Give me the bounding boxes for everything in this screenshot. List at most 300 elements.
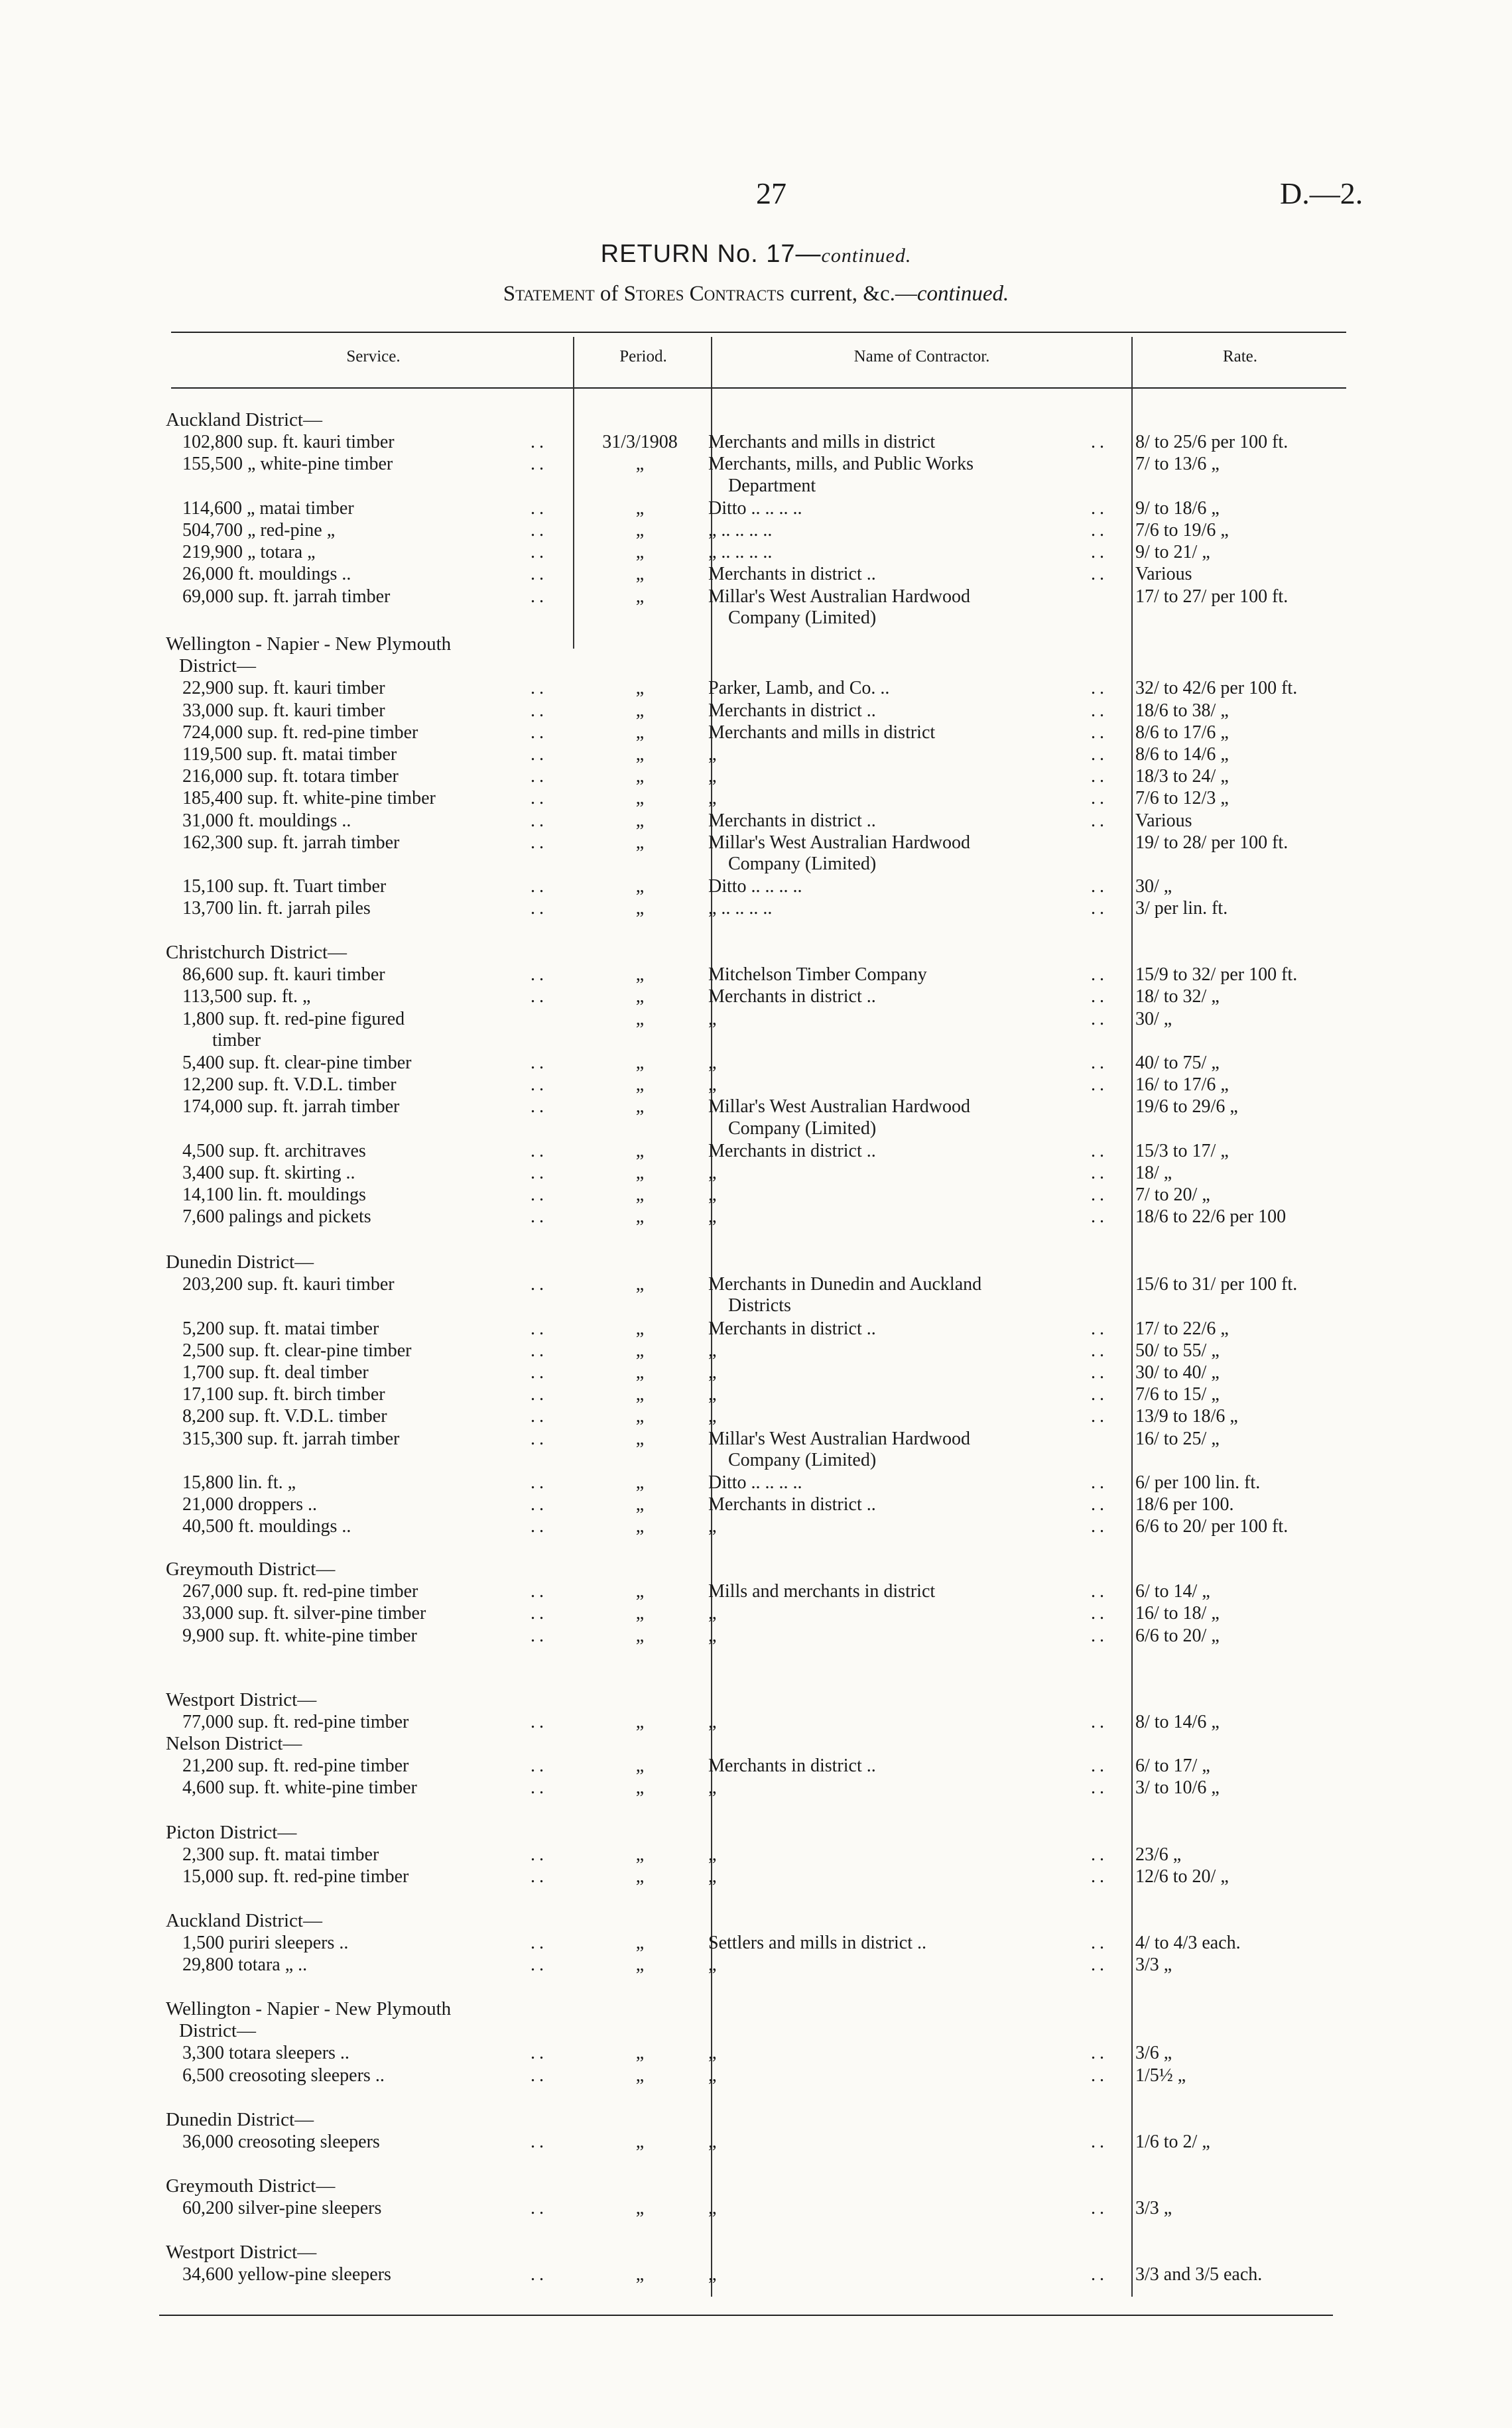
service-cell: 724,000 sup. ft. red-pine timber (182, 722, 418, 743)
table-row (0, 677, 1512, 699)
contractor-leader-dots: .. (1091, 542, 1108, 563)
table-row (0, 431, 1512, 453)
contractor-cell: Merchants in district .. (708, 1318, 876, 1339)
page-number: 27 (756, 176, 787, 210)
service-cell: 114,600 „ matai timber (182, 497, 354, 519)
contractor-cell: Settlers and mills in district .. (708, 1933, 926, 1954)
contractor-cell: „ (708, 1777, 717, 1799)
service-leader-dots: .. (531, 520, 548, 541)
period-cell: „ (635, 1954, 645, 1976)
period-cell: „ (635, 1163, 645, 1183)
period-cell: „ (635, 1777, 645, 1799)
contractor-cell: „ (708, 1008, 717, 1029)
rate-cell: 6/6 to 20/ per 100 ft. (1135, 1516, 1289, 1537)
period-cell: „ (635, 1933, 645, 1954)
service-leader-dots: .. (531, 1428, 548, 1449)
contractor-cell-continuation: Company (Limited) (728, 854, 877, 874)
contractor-cell: „ (708, 1074, 717, 1096)
rate-cell: 12/6 to 20/ „ (1135, 1866, 1229, 1887)
contractor-leader-dots: .. (1091, 1516, 1108, 1537)
rate-cell: 40/ to 75/ „ (1135, 1053, 1220, 1073)
table-row (0, 1206, 1512, 1228)
contractor-leader-dots: .. (1091, 986, 1108, 1007)
service-leader-dots: .. (531, 1184, 548, 1206)
period-cell: „ (635, 1866, 645, 1887)
return-title (0, 240, 1512, 269)
contractor-cell: Parker, Lamb, and Co. .. (708, 678, 890, 699)
column-divider-3 (1131, 337, 1133, 2297)
service-leader-dots: .. (531, 454, 548, 475)
service-cell: 4,600 sup. ft. white-pine timber (182, 1777, 417, 1799)
contractor-leader-dots: .. (1091, 1866, 1108, 1887)
rate-cell: 6/ to 14/ „ (1135, 1581, 1210, 1602)
service-leader-dots: .. (531, 2132, 548, 2153)
service-cell: 1,700 sup. ft. deal timber (182, 1362, 369, 1383)
period-cell: „ (635, 1581, 645, 1602)
section-title: Dunedin District— (166, 2109, 314, 2130)
contractor-cell-continuation: Districts (728, 1295, 791, 1316)
period-cell: „ (635, 1384, 645, 1405)
service-leader-dots: .. (531, 832, 548, 853)
contractor-cell: „ (708, 1516, 717, 1537)
service-leader-dots: .. (531, 876, 548, 897)
service-cell: 504,700 „ red-pine „ (182, 520, 336, 541)
contractor-leader-dots: .. (1091, 1384, 1108, 1405)
service-cell: 4,500 sup. ft. architraves (182, 1140, 366, 1161)
period-cell: „ (635, 1362, 645, 1383)
service-leader-dots: .. (531, 986, 548, 1007)
period-cell: „ (635, 788, 645, 809)
rate-cell: 9/ to 21/ „ (1135, 542, 1210, 563)
contractor-leader-dots: .. (1091, 564, 1108, 585)
service-leader-dots: .. (531, 1074, 548, 1096)
service-leader-dots: .. (531, 542, 548, 563)
section-title: Nelson District— (166, 1733, 302, 1754)
service-cell: 185,400 sup. ft. white-pine timber (182, 788, 436, 809)
statement-subtitle (0, 282, 1512, 306)
rate-cell: 1/6 to 2/ „ (1135, 2132, 1210, 2153)
contractor-cell: Merchants in district .. (708, 700, 876, 721)
contractor-leader-dots: .. (1091, 520, 1108, 541)
rate-cell: 32/ to 42/6 per 100 ft. (1135, 678, 1298, 699)
service-cell: 219,900 „ totara „ (182, 542, 316, 563)
header-top-rule (171, 332, 1346, 333)
table-row (0, 1494, 1512, 1515)
section-title: Auckland District— (166, 1910, 322, 1931)
service-leader-dots: .. (531, 1516, 548, 1537)
table-row (0, 1428, 1512, 1450)
period-cell: „ (635, 1756, 645, 1777)
period-cell: „ (635, 700, 645, 721)
period-cell: „ (635, 678, 645, 699)
rate-cell: 15/6 to 31/ per 100 ft. (1135, 1274, 1298, 1295)
contractor-cell: Millar's West Australian Hardwood (708, 1096, 970, 1118)
contractor-leader-dots: .. (1091, 700, 1108, 721)
table-row (0, 897, 1512, 919)
service-leader-dots: .. (531, 1844, 548, 1866)
contractor-leader-dots: .. (1091, 497, 1108, 519)
table-row (0, 986, 1512, 1007)
service-cell: 102,800 sup. ft. kauri timber (182, 432, 395, 453)
table-row (0, 1602, 1512, 1624)
rate-cell: 18/3 to 24/ „ (1135, 766, 1229, 787)
contractor-cell: Merchants in Dunedin and Auckland (708, 1274, 982, 1295)
rate-cell: 18/6 to 22/6 per 100 (1135, 1206, 1287, 1228)
service-cell: 119,500 sup. ft. matai timber (182, 744, 397, 765)
rate-cell: 18/6 per 100. (1135, 1494, 1234, 1515)
contractor-cell: „ (708, 1603, 717, 1624)
contractor-cell: „ (708, 744, 717, 765)
table-row (0, 722, 1512, 743)
table-row (0, 832, 1512, 854)
period-cell: „ (635, 832, 645, 853)
service-cell: 31,000 ft. mouldings .. (182, 810, 351, 831)
table-row (0, 964, 1512, 986)
table-row (0, 1184, 1512, 1206)
period-cell: „ (635, 454, 645, 475)
service-leader-dots: .. (531, 1472, 548, 1493)
rate-cell: 3/ per lin. ft. (1135, 898, 1228, 919)
rate-cell: 15/9 to 32/ per 100 ft. (1135, 964, 1298, 986)
contractor-leader-dots: .. (1091, 766, 1108, 787)
table-row (0, 875, 1512, 897)
contractor-cell: Mills and merchants in district (708, 1581, 936, 1602)
rate-cell: 19/6 to 29/6 „ (1135, 1096, 1238, 1118)
contractor-leader-dots: .. (1091, 898, 1108, 919)
contractor-cell: „ .. .. .. .. (708, 520, 773, 541)
service-cell-continuation: timber (212, 1029, 261, 1051)
column-header-contractor: Name of Contractor. (853, 348, 990, 365)
service-leader-dots: .. (531, 1206, 548, 1228)
contractor-cell-continuation: Department (728, 475, 816, 496)
period-cell: „ (635, 1074, 645, 1096)
rate-cell: 3/6 „ (1135, 2043, 1172, 2064)
rate-cell: 30/ „ (1135, 1008, 1172, 1029)
rate-cell: 19/ to 28/ per 100 ft. (1135, 832, 1289, 853)
contractor-cell: „ .. .. .. .. (708, 898, 773, 919)
contractor-leader-dots: .. (1091, 1406, 1108, 1427)
section-title-continuation: District— (179, 655, 256, 677)
table-row (0, 2042, 1512, 2064)
contractor-cell: „ (708, 1184, 717, 1206)
service-leader-dots: .. (531, 1866, 548, 1887)
contractor-leader-dots: .. (1091, 2065, 1108, 2086)
service-cell: 86,600 sup. ft. kauri timber (182, 964, 385, 986)
table-row (0, 1954, 1512, 1976)
subtitle-continued: continued. (916, 282, 1009, 306)
rate-cell: 4/ to 4/3 each. (1135, 1933, 1241, 1954)
rate-cell: 17/ to 27/ per 100 ft. (1135, 586, 1289, 607)
service-cell: 15,100 sup. ft. Tuart timber (182, 876, 387, 897)
rate-cell: Various (1135, 564, 1192, 585)
rate-cell: Various (1135, 810, 1192, 831)
service-cell: 17,100 sup. ft. birch timber (182, 1384, 385, 1405)
service-leader-dots: .. (531, 564, 548, 585)
contractor-cell: Merchants in district .. (708, 986, 876, 1007)
service-cell: 6,500 creosoting sleepers .. (182, 2065, 385, 2086)
service-cell: 1,500 puriri sleepers .. (182, 1933, 349, 1954)
column-divider-2 (711, 337, 712, 2297)
table-bottom-rule (159, 2315, 1333, 2316)
period-cell: „ (635, 1516, 645, 1537)
service-cell: 162,300 sup. ft. jarrah timber (182, 832, 400, 853)
service-leader-dots: .. (531, 1163, 548, 1183)
contractor-cell: Ditto .. .. .. .. (708, 876, 802, 897)
service-cell: 33,000 sup. ft. silver-pine timber (182, 1603, 426, 1624)
contractor-leader-dots: .. (1091, 678, 1108, 699)
rate-cell: 17/ to 22/6 „ (1135, 1318, 1229, 1339)
contractor-cell: „ (708, 2264, 717, 2285)
service-cell: 1,800 sup. ft. red-pine figured (182, 1008, 405, 1029)
contractor-leader-dots: .. (1091, 1163, 1108, 1183)
table-row (0, 1318, 1512, 1340)
service-leader-dots: .. (531, 1384, 548, 1405)
table-row (0, 1008, 1512, 1030)
contractor-leader-dots: .. (1091, 788, 1108, 809)
contractor-cell: Merchants and mills in district (708, 432, 936, 453)
table-row (0, 2065, 1512, 2086)
period-cell: „ (635, 542, 645, 563)
contractor-leader-dots: .. (1091, 2043, 1108, 2064)
table-row (0, 743, 1512, 765)
rate-cell: 15/3 to 17/ „ (1135, 1140, 1229, 1161)
section-title: Dunedin District— (166, 1251, 314, 1273)
service-leader-dots: .. (531, 2065, 548, 2086)
rate-cell: 16/ to 18/ „ (1135, 1603, 1220, 1624)
table-row (0, 563, 1512, 585)
service-leader-dots: .. (531, 1756, 548, 1777)
contractor-leader-dots: .. (1091, 2132, 1108, 2153)
service-cell: 12,200 sup. ft. V.D.L. timber (182, 1074, 397, 1096)
section-title: Westport District— (166, 2242, 317, 2263)
service-leader-dots: .. (531, 700, 548, 721)
rate-cell: 23/6 „ (1135, 1844, 1182, 1866)
contractor-leader-dots: .. (1091, 1933, 1108, 1954)
period-cell: „ (635, 810, 645, 831)
section-title: Picton District— (166, 1822, 297, 1843)
rate-cell: 8/ to 25/6 per 100 ft. (1135, 432, 1289, 453)
period-cell: „ (635, 520, 645, 541)
table-row (0, 497, 1512, 519)
service-leader-dots: .. (531, 497, 548, 519)
contractor-leader-dots: .. (1091, 876, 1108, 897)
rate-cell: 3/3 „ (1135, 1954, 1172, 1976)
table-row (0, 1362, 1512, 1383)
rate-cell: 18/6 to 38/ „ (1135, 700, 1229, 721)
contractor-cell: „ (708, 2198, 717, 2219)
period-cell: „ (635, 1318, 645, 1339)
period-cell: „ (635, 1096, 645, 1118)
contractor-cell: „ (708, 1053, 717, 1073)
service-cell: 34,600 yellow-pine sleepers (182, 2264, 391, 2285)
contractor-cell: „ (708, 2043, 717, 2064)
contractor-cell: „ (708, 1340, 717, 1361)
table-row (0, 1162, 1512, 1184)
rate-cell: 6/ to 17/ „ (1135, 1756, 1210, 1777)
contractor-cell: Merchants in district .. (708, 1140, 876, 1161)
period-cell: „ (635, 2132, 645, 2153)
table-row (0, 1866, 1512, 1887)
service-cell: 2,500 sup. ft. clear-pine timber (182, 1340, 412, 1361)
table-row (0, 2131, 1512, 2153)
period-cell: „ (635, 1340, 645, 1361)
period-cell: „ (635, 876, 645, 897)
service-leader-dots: .. (531, 722, 548, 743)
section-title: Wellington - Napier - New Plymouth (166, 1998, 452, 2019)
rate-cell: 3/ to 10/6 „ (1135, 1777, 1220, 1799)
contractor-cell: „ (708, 1206, 717, 1228)
contractor-cell: Mitchelson Timber Company (708, 964, 927, 986)
rate-cell: 7/6 to 15/ „ (1135, 1384, 1220, 1405)
contractor-cell: Millar's West Australian Hardwood (708, 832, 970, 853)
table-row (0, 1472, 1512, 1494)
column-header-period: Period. (619, 348, 667, 365)
contractor-cell: „ (708, 788, 717, 809)
service-leader-dots: .. (531, 1777, 548, 1799)
contractor-leader-dots: .. (1091, 1008, 1108, 1029)
service-cell: 15,800 lin. ft. „ (182, 1472, 296, 1493)
rate-cell: 1/5½ „ (1135, 2065, 1186, 2086)
table-row (0, 1777, 1512, 1799)
period-cell: „ (635, 898, 645, 919)
period-cell: „ (635, 2264, 645, 2285)
table-row (0, 1140, 1512, 1162)
rate-cell: 30/ to 40/ „ (1135, 1362, 1220, 1383)
service-cell: 174,000 sup. ft. jarrah timber (182, 1096, 400, 1118)
period-cell: „ (635, 2198, 645, 2219)
period-cell: „ (635, 1625, 645, 1646)
service-leader-dots: .. (531, 2264, 548, 2285)
table-row (0, 2264, 1512, 2285)
service-leader-dots: .. (531, 788, 548, 809)
table-row (0, 1755, 1512, 1777)
rate-cell: 3/3 and 3/5 each. (1135, 2264, 1263, 2285)
contractor-cell: Merchants in district .. (708, 1494, 876, 1515)
table-row (0, 453, 1512, 475)
service-cell: 5,200 sup. ft. matai timber (182, 1318, 379, 1339)
table-row (0, 1515, 1512, 1537)
service-cell: 13,700 lin. ft. jarrah piles (182, 898, 371, 919)
period-cell: „ (635, 1712, 645, 1733)
contractor-leader-dots: .. (1091, 722, 1108, 743)
rate-cell: 16/ to 17/6 „ (1135, 1074, 1229, 1096)
table-row (0, 1625, 1512, 1647)
period-cell: „ (635, 1140, 645, 1161)
contractor-cell: Millar's West Australian Hardwood (708, 1428, 970, 1449)
section-title: Christchurch District— (166, 942, 347, 963)
period-cell: „ (635, 497, 645, 519)
service-leader-dots: .. (531, 2198, 548, 2219)
contractor-cell: „ (708, 1384, 717, 1405)
section-title: Greymouth District— (166, 1559, 336, 1580)
period-cell: „ (635, 1494, 645, 1515)
subtitle-middle: Stores Contracts (623, 282, 785, 306)
service-cell: 29,800 totara „ .. (182, 1954, 308, 1976)
period-cell: „ (635, 586, 645, 607)
section-title: Wellington - Napier - New Plymouth (166, 633, 452, 655)
table-row (0, 586, 1512, 607)
rate-cell: 7/ to 13/6 „ (1135, 454, 1220, 475)
column-header-rate: Rate. (1222, 348, 1258, 365)
table-row (0, 1052, 1512, 1074)
table-row (0, 1844, 1512, 1866)
service-cell: 77,000 sup. ft. red-pine timber (182, 1712, 409, 1733)
contractor-cell: Merchants, mills, and Public Works (708, 454, 974, 475)
service-cell: 113,500 sup. ft. „ (182, 986, 311, 1007)
contractor-leader-dots: .. (1091, 2198, 1108, 2219)
service-leader-dots: .. (531, 1274, 548, 1295)
service-cell: 203,200 sup. ft. kauri timber (182, 1274, 395, 1295)
table-row (0, 519, 1512, 541)
service-leader-dots: .. (531, 964, 548, 986)
period-cell: „ (635, 1206, 645, 1228)
service-cell: 33,000 sup. ft. kauri timber (182, 700, 385, 721)
service-cell: 21,000 droppers .. (182, 1494, 317, 1515)
rate-cell: 8/6 to 17/6 „ (1135, 722, 1229, 743)
contractor-leader-dots: .. (1091, 1954, 1108, 1976)
rate-cell: 13/9 to 18/6 „ (1135, 1406, 1238, 1427)
period-cell: „ (635, 1053, 645, 1073)
table-row (0, 1074, 1512, 1096)
contractor-leader-dots: .. (1091, 1494, 1108, 1515)
table-row (0, 1096, 1512, 1118)
contractor-cell: „ (708, 1712, 717, 1733)
return-title-continued: continued. (821, 245, 912, 267)
service-leader-dots: .. (531, 1053, 548, 1073)
contractor-cell-continuation: Company (Limited) (728, 607, 877, 628)
table-row (0, 765, 1512, 787)
subtitle-of: of (599, 282, 619, 306)
service-cell: 21,200 sup. ft. red-pine timber (182, 1756, 409, 1777)
service-cell: 3,300 totara sleepers .. (182, 2043, 349, 2064)
document-reference: D.—2. (1280, 176, 1363, 210)
contractor-leader-dots: .. (1091, 1756, 1108, 1777)
contractor-cell: „ (708, 1163, 717, 1183)
contractor-cell: „ (708, 1362, 717, 1383)
period-cell: „ (635, 1184, 645, 1206)
column-header-service: Service. (346, 348, 401, 365)
contractor-leader-dots: .. (1091, 1362, 1108, 1383)
service-leader-dots: .. (531, 1625, 548, 1646)
period-cell: „ (635, 564, 645, 585)
return-title-main: RETURN No. 17— (600, 240, 822, 268)
contractor-cell: „ (708, 766, 717, 787)
table-row (0, 2197, 1512, 2219)
service-leader-dots: .. (531, 1494, 548, 1515)
rate-cell: 3/3 „ (1135, 2198, 1172, 2219)
service-leader-dots: .. (531, 432, 548, 453)
contractor-cell: „ (708, 1866, 717, 1887)
service-leader-dots: .. (531, 1603, 548, 1624)
contractor-cell: „ (708, 2132, 717, 2153)
contractor-leader-dots: .. (1091, 432, 1108, 453)
rate-cell: 6/6 to 20/ „ (1135, 1625, 1220, 1646)
header-bottom-rule (171, 387, 1346, 389)
service-leader-dots: .. (531, 1340, 548, 1361)
service-cell: 69,000 sup. ft. jarrah timber (182, 586, 391, 607)
rate-cell: 8/6 to 14/6 „ (1135, 744, 1229, 765)
service-leader-dots: .. (531, 1096, 548, 1118)
period-cell: 31/3/1908 (602, 432, 678, 453)
contractor-leader-dots: .. (1091, 1053, 1108, 1073)
contractor-cell-continuation: Company (Limited) (728, 1118, 877, 1139)
contractor-cell: Merchants and mills in district (708, 722, 936, 743)
service-cell: 15,000 sup. ft. red-pine timber (182, 1866, 409, 1887)
rate-cell: 7/ to 20/ „ (1135, 1184, 1210, 1206)
rate-cell: 8/ to 14/6 „ (1135, 1712, 1220, 1733)
service-cell: 5,400 sup. ft. clear-pine timber (182, 1053, 412, 1073)
contractor-cell: Ditto .. .. .. .. (708, 497, 802, 519)
